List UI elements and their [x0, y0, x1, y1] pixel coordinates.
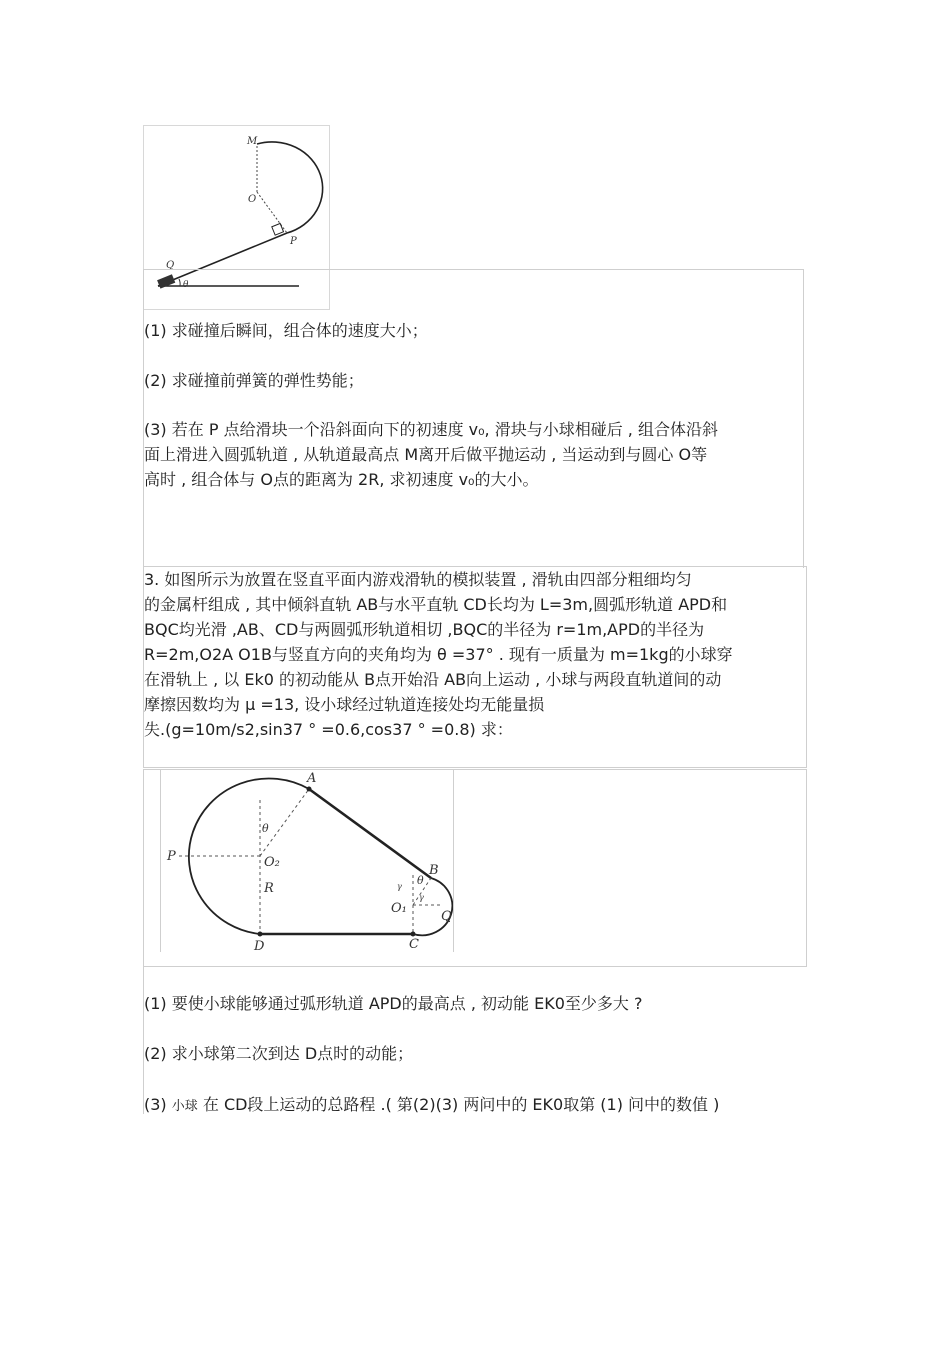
- label-theta: θ: [183, 280, 189, 290]
- label-Q: Q: [166, 260, 175, 271]
- label-O2: O₂: [264, 855, 280, 870]
- label-P: P: [290, 236, 297, 247]
- figure-2-inner-frame: [160, 770, 454, 952]
- p3-question-2: (2) 求小球第二次到达 D点时的动能；: [144, 1044, 414, 1063]
- p3-question-3: [144, 1092, 719, 1119]
- p3-intro-line-4: R=2m,O2A O1B与竖直方向的夹角均为 θ =37° . 现有一质量为 m=1kg的小球穿: [144, 645, 733, 664]
- label-O: O: [248, 194, 257, 205]
- track-diagram: [161, 770, 453, 952]
- label-R: R: [264, 881, 274, 896]
- p2-question-3-line-1: (3) 若在 P 点给滑块一个沿斜面向下的初速度 v₀, 滑块与小球相碰后 , 组合体沿斜: [144, 420, 718, 439]
- p3-q3-prefix: (3): [144, 1095, 172, 1114]
- label-theta-top: θ: [262, 822, 269, 835]
- p2-question-2: (2) 求碰撞前弹簧的弹性势能；: [144, 371, 364, 390]
- label-gamma-left: γ: [397, 882, 402, 891]
- p3-q3-rest: 在 CD段上运动的总路程 .( 第(2)(3) 两问中的 EK0取第 (1) 问中的数值 ): [197, 1095, 720, 1114]
- label-C: C: [409, 937, 419, 952]
- p2-question-1: (1) 求碰撞后瞬间，组合体的速度大小；: [144, 321, 428, 340]
- label-gamma-right: γ: [419, 893, 424, 902]
- p3-intro-line-7: 失.(g=10m/s2,sin37 ° =0.6,cos37 ° =0.8) 求：: [144, 720, 513, 739]
- label-P: P: [167, 849, 176, 864]
- label-D: D: [254, 939, 265, 952]
- p3-intro-line-2: 的金属杆组成 , 其中倾斜直轨 AB与水平直轨 CD长均为 L=3m,圆弧形轨道 APD和: [144, 595, 728, 614]
- p2-question-3-line-3: 高时 , 组合体与 O点的距离为 2R, 求初速度 v₀的大小。: [144, 470, 539, 489]
- p3-intro-line-6: 摩擦因数均为 μ =13, 设小球经过轨道连接处均无能量损: [144, 695, 545, 714]
- p3-intro-line-5: 在滑轨上 , 以 Ek0 的初动能从 B点开始沿 AB向上运动 , 小球与两段直轨道间的动: [144, 670, 722, 689]
- label-M: M: [247, 136, 258, 147]
- p3-intro-line-1: 3. 如图所示为放置在竖直平面内游戏滑轨的模拟装置 , 滑轨由四部分粗细均匀: [144, 570, 692, 589]
- label-theta-right: θ: [417, 874, 424, 887]
- label-A: A: [307, 771, 317, 786]
- p3-question-1: (1) 要使小球能够通过弧形轨道 APD的最高点 , 初动能 EK0至少多大 ?: [144, 994, 643, 1013]
- label-O1: O₁: [391, 901, 407, 916]
- label-B: B: [429, 863, 439, 878]
- label-Q: Q: [441, 909, 452, 924]
- p3-q3-small: 小球: [171, 1099, 198, 1114]
- p2-question-3-line-2: 面上滑进入圆弧轨道 , 从轨道最高点 M离开后做平抛运动 , 当运动到与圆心 O等: [144, 445, 708, 464]
- p3-intro-line-3: BQC均光滑 ,AB、CD与两圆弧形轨道相切 ,BQC的半径为 r=1m,APD的半径为: [144, 620, 705, 639]
